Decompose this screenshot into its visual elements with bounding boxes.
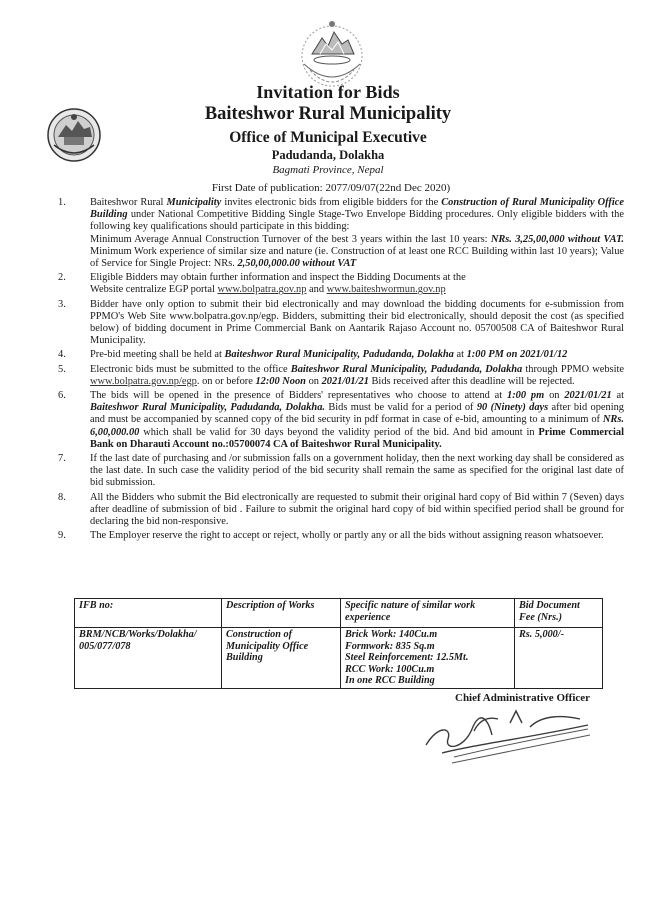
ifb-number-cell: BRM/NCB/Works/Dolakha/ 005/077/078: [75, 628, 222, 689]
column-header: IFB no:: [75, 599, 222, 628]
nature-line: Steel Reinforcement: 12.5Mt.: [345, 652, 469, 663]
item-text: on: [305, 375, 322, 387]
nature-line: RCC Work: 100Cu.m: [345, 663, 435, 675]
item-text: All the Bidders who submit the Bid electronically are requested to submit their original hard copy of Bid within 7 (Seven) days after deadline of submission of bid . Failure to submit the original hard copy of bid within specified period shall be ground for declaring the bid non-responsive.: [90, 491, 624, 528]
validity-period: 90 (Ninety) days: [476, 402, 549, 414]
item-text: Website centralize EGP portal: [90, 284, 218, 296]
item-text: Minimum Work experience of similar size and nature (ie. Construction of at least one RCC Building within last 10 years); Value of Service for Single Project: NRs.: [90, 245, 624, 270]
column-header: Description of Works: [222, 599, 341, 628]
list-item: [58, 364, 624, 388]
item-text: Pre-bid meeting shall be held at: [90, 349, 225, 361]
item-text: after bid opening and must be accompanied by scanned copy of the bid security in pdf format in case of e-bid, amounting to a minimum of: [90, 402, 624, 426]
signature-stamp-icon: [412, 705, 602, 767]
service-value-amount: 2,50,00,000.00 without VAT: [237, 258, 357, 270]
item-text: Eligible Bidders may obtain further information and inspect the Bidding Documents at the: [90, 272, 466, 284]
office-location: Padudanda, Dolakha: [271, 148, 385, 162]
project-name: Construction of Rural Municipality Office Building: [90, 197, 625, 221]
item-number: 1.: [58, 197, 66, 208]
item-number: 5.: [58, 363, 66, 375]
municipality-name: Baiteshwor Rural Municipality: [204, 104, 452, 124]
item-text: at: [611, 390, 625, 402]
item-number: 4.: [58, 349, 66, 361]
deadline-time: 12:00 Noon: [255, 375, 306, 387]
item-text: at: [453, 349, 467, 361]
nature-line: Formwork: 835 Sq.m: [345, 640, 435, 652]
office-name: Office of Municipal Executive: [229, 129, 427, 146]
item-text: and: [306, 284, 327, 296]
item-number: 7.: [58, 453, 66, 465]
item-number: 9.: [58, 530, 66, 542]
item-text: The bids will be opened in the presence of Bidders' representatives who choose to attend at: [90, 390, 508, 402]
item-text: If the last date of purchasing and /or submission falls on a government holiday, then the next working day shall be considered as the last date. In such case the validity period of the bid security shall remain the same as specified for the original last date of bid submission.: [90, 453, 624, 489]
turnover-amount: NRs. 3,25,00,000 without VAT.: [490, 233, 624, 245]
item-text: The Employer reserve the right to accept or reject, wholly or partly any or all the bids without assigning reason whatsoever.: [90, 530, 604, 542]
item-text: Minimum Average Annual Construction Turnover of the best 3 years within the last 10 years:: [90, 233, 491, 245]
item-number: 3.: [58, 298, 66, 310]
item-number: 8.: [58, 491, 66, 503]
item-text: invites electronic bids from eligible bidders for the: [221, 197, 442, 208]
ifb-table: [74, 598, 603, 689]
bolpatra-link[interactable]: www.bolpatra.gov.np: [217, 284, 307, 296]
notice-title: Invitation for Bids: [256, 82, 400, 102]
province-name: Bagmati Province, Nepal: [272, 164, 384, 176]
item-text: through PPMO website: [522, 363, 624, 375]
egp-link[interactable]: www.bolpatra.gov.np/egp: [90, 375, 197, 387]
column-header: Specific nature of similar work experience: [341, 599, 515, 628]
item-text: under National Competitive Bidding Single Stage-Two Envelope Bidding procedures. Only eligible bidders with the following key qualifications should participate in this bidding:: [90, 209, 624, 233]
opening-date: 2021/01/21: [564, 390, 612, 402]
item-text: Bids received after this deadline will be rejected.: [368, 375, 575, 387]
table-header-row: [75, 599, 603, 628]
list-item: [58, 492, 624, 529]
bid-security-amount: NRs. 6,00,000.00: [90, 414, 624, 438]
list-item: [58, 197, 624, 270]
venue-name: Baiteshwor Rural Municipality, Padudanda, Dolakha.: [90, 402, 325, 414]
item-text: Baiteshwor Rural: [90, 197, 167, 208]
item-text: Bids must be valid for a period of: [325, 402, 477, 414]
list-item: [58, 272, 624, 296]
item-text: Bidder have only option to submit their bid electronically and may download the bidding documents for e-submission from PPMO's Web Site www.bolpatra.gov.np/egp. Bidders, submitting their bid electronically, should deposit the cost (as specified below) of bidding document in Prime Commercial Bank on Aantarik Rajaso Account no. 05700508 CA of Baiteshwor Rural Municipality.: [90, 298, 624, 347]
venue-name: Baiteshwor Rural Municipality, Padudanda, Dolakha: [224, 349, 454, 361]
list-item: [58, 453, 624, 490]
bank-account: Prime Commercial Bank on Dharauti Account no.:05700074 CA of Baiteshwor Rural Municipality.: [90, 426, 625, 450]
table-row: [75, 628, 603, 689]
bid-instructions-list: [58, 197, 624, 544]
nature-line: Brick Work: 140Cu.m: [345, 629, 438, 640]
item-emphasis: Municipality: [166, 197, 222, 208]
description-cell: Construction of Municipality Office Building: [222, 628, 341, 689]
item-text: which shall be valid for 30 days beyond the validity period of the bid. And bid amount in: [139, 426, 539, 438]
list-item: [58, 299, 624, 348]
list-item: [58, 530, 624, 542]
fee-cell: Rs. 5,000/-: [515, 628, 603, 689]
list-item: [58, 390, 624, 451]
deadline-date: 2021/01/21: [321, 375, 369, 387]
signatory-title: Chief Administrative Officer: [455, 692, 591, 704]
publication-date: First Date of publication: 2077/09/07(22nd Dec 2020): [211, 182, 451, 194]
column-header: Bid Document Fee (Nrs.): [515, 599, 603, 628]
item-text: . on or before: [196, 375, 256, 387]
baiteshwor-website-link[interactable]: www.baiteshwormun.gov.np: [326, 284, 446, 296]
list-item: [58, 349, 624, 361]
venue-name: Baiteshwor Rural Municipality, Padudanda, Dolakha: [290, 363, 523, 375]
opening-time: 1:00 pm: [507, 390, 545, 402]
nature-line: In one RCC Building: [345, 675, 435, 686]
prebid-time: 1:00 PM on 2021/01/12: [466, 349, 568, 361]
item-text: on: [544, 390, 565, 402]
item-text: Electronic bids must be submitted to the office: [90, 363, 291, 375]
item-number: 2.: [58, 272, 66, 284]
item-number: 6.: [58, 390, 66, 402]
nature-cell: [341, 628, 515, 689]
